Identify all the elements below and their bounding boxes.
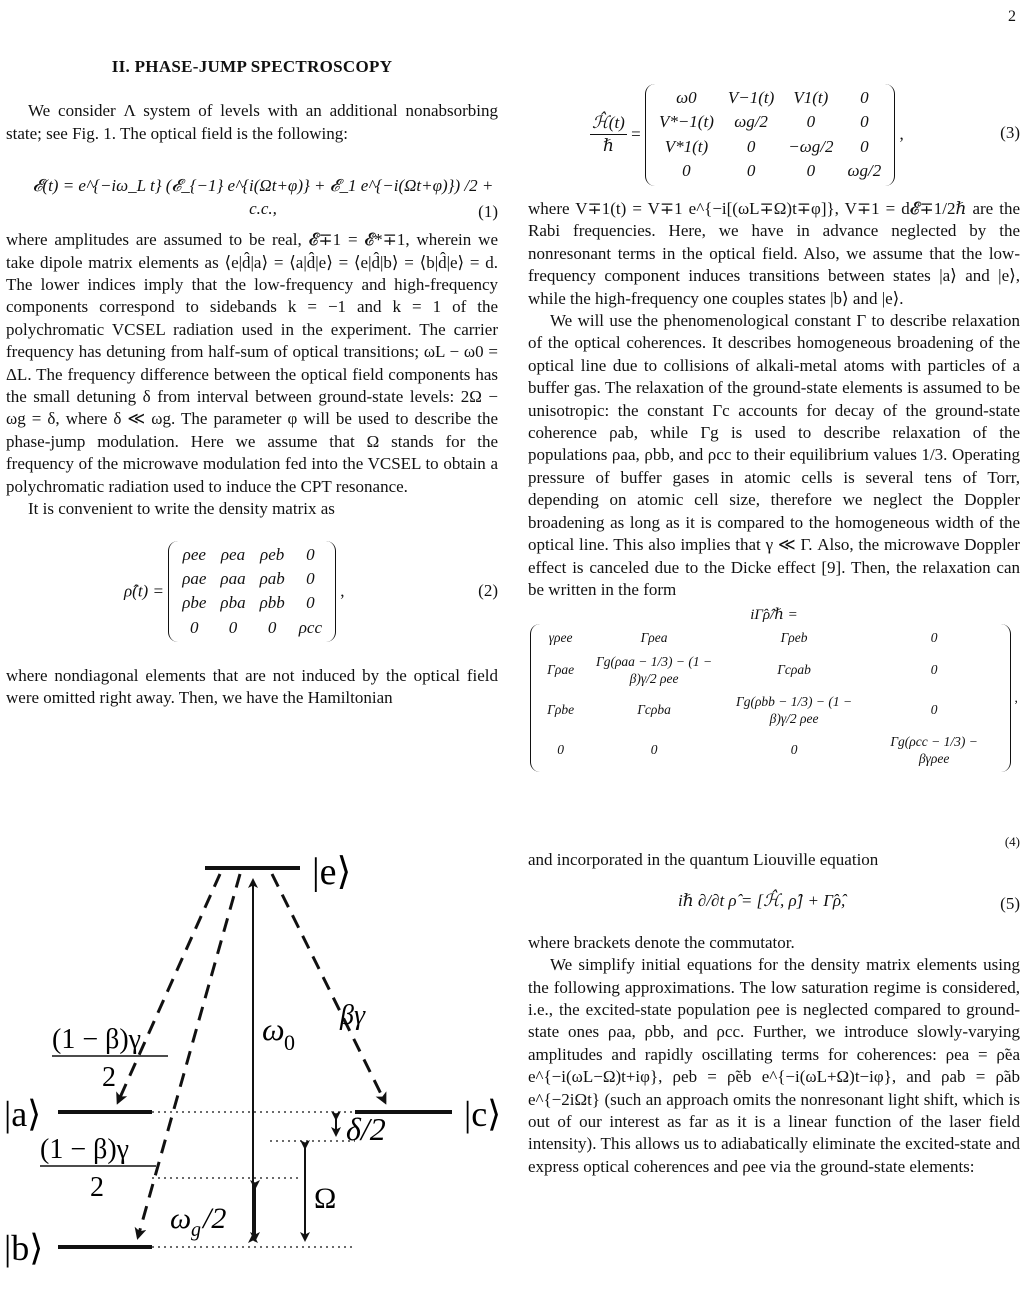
hamiltonian-matrix-row: [652, 135, 888, 159]
hamiltonian-fraction: [590, 112, 627, 158]
right-column: [528, 84, 1020, 1178]
hamiltonian-matrix-cell: 0: [682, 161, 691, 181]
density-matrix-row: [175, 543, 329, 567]
decay-label-2-numerator: (1 − β)γ: [40, 1134, 130, 1165]
Omega-label: Ω: [314, 1182, 337, 1215]
density-matrix-cell: 0: [228, 617, 238, 637]
hamiltonian-matrix-cell: ωg/2: [847, 161, 882, 181]
omega0-sub: 0: [284, 1030, 295, 1055]
right-paragraph-3: and incorporated in the quantum Liouville equation: [528, 850, 879, 870]
decay-arrow-e-to-c: [272, 874, 385, 1102]
density-matrix-row: [175, 616, 329, 640]
hamiltonian-matrix-cell: V1(t): [793, 88, 829, 107]
level-b-label: |b⟩: [4, 1228, 44, 1268]
equation-1: [6, 171, 498, 221]
density-matrix-cell: ρee: [182, 544, 206, 564]
relaxation-matrix-cell: Γρae: [547, 662, 575, 678]
relaxation-matrix-row: [537, 626, 1004, 650]
hamiltonian-matrix-row: [652, 86, 888, 110]
hamiltonian-matrix-cell: V−1(t): [727, 88, 775, 107]
density-matrix-table: [175, 543, 329, 641]
relaxation-matrix-cell: 0: [557, 742, 564, 758]
left-paragraph-4: where nondiagonal elements that are not induced by the optical field were omitted right away. Then, we have the Hamiltonian: [6, 665, 498, 707]
density-matrix-cell: 0: [306, 593, 315, 613]
hamiltonian-numerator: ℋ̂(t): [590, 112, 627, 135]
density-matrix-row: [175, 591, 329, 615]
equation-2-lhs: ρ̂(t) =: [124, 581, 164, 601]
relaxation-matrix-cell: 0: [790, 742, 798, 758]
hamiltonian-matrix-cell: 0: [860, 88, 869, 107]
hamiltonian-matrix-cell: 0: [806, 112, 816, 132]
hamiltonian-matrix-cell: V*1(t): [664, 136, 709, 156]
relaxation-matrix-row: [537, 650, 1004, 690]
relaxation-matrix-cell: Γg(ρaa − 1/3) − (1 − β)γ/2 ρee: [596, 654, 713, 687]
hamiltonian-matrix-cell: 0: [860, 112, 869, 132]
page-number: 2: [1008, 8, 1016, 25]
relaxation-matrix-cell: 0: [930, 662, 938, 678]
equation-5-number: (5): [1000, 894, 1020, 914]
relaxation-matrix-row: [537, 730, 1004, 770]
hamiltonian-matrix-cell: V*−1(t): [658, 112, 714, 132]
density-matrix-cell: 0: [306, 568, 315, 588]
section-title: II. PHASE-JUMP SPECTROSCOPY: [111, 57, 393, 76]
relaxation-matrix-cell: 0: [650, 742, 658, 758]
equation-1-text: 𝓔(t) = e^{−iω_L t} (𝓔_{−1} e^{i(Ωt+φ)} + 𝓔_1 e^{−i(Ωt+φ)}) /2 + c.c.,: [32, 176, 494, 218]
equation-2: ρ̂(t) = ρee ρea ρeb 0 ρae ρaa ρab 0 ρbe ρba ρbb 0 0 0 0 ρcc , (2): [6, 541, 498, 641]
density-matrix-cell: 0: [190, 617, 199, 637]
density-matrix-cell: ρab: [259, 568, 285, 588]
decay-arrow-e-to-a: [118, 874, 220, 1102]
hamiltonian-matrix-table: [652, 86, 888, 184]
omegag-label: ω: [170, 1202, 192, 1235]
level-a-label: |a⟩: [4, 1094, 42, 1134]
relaxation-matrix-cell: Γg(ρcc − 1/3) − βγρee: [890, 734, 978, 767]
density-matrix-cell: ρbe: [182, 593, 207, 613]
density-matrix-cell: ρbb: [259, 593, 285, 613]
relaxation-matrix-cell: Γρeb: [780, 630, 808, 646]
left-column: [6, 40, 498, 709]
equation-4: iΓ̂ρ̂/ℏ = γρee Γρea Γρeb 0 Γρae Γg(ρaa − 1/3) − (1 − β)γ/2 ρee Γcρab 0 Γρbe Γcρba Γg(ρbb − 1/3) − (1 − β)γ/2 ρee 0 0 0 0 Γg(ρcc − 1/3) − βγρee , (4): [528, 605, 1020, 847]
hamiltonian-matrix-cell: ωg/2: [734, 112, 768, 132]
omegag-sub: g: [191, 1219, 201, 1241]
relaxation-matrix-row: [537, 690, 1004, 730]
equation-4-lhs: iΓ̂ρ̂/ℏ =: [750, 607, 798, 624]
right-paragraph-4: where brackets denote the commutator.: [528, 932, 795, 952]
hamiltonian-matrix: [645, 84, 895, 186]
hamiltonian-matrix-cell: 0: [806, 161, 816, 181]
left-paragraph-3: It is convenient to write the density matrix as: [28, 499, 335, 519]
hamiltonian-matrix-row: [652, 159, 888, 183]
density-matrix-cell: ρcc: [298, 617, 323, 637]
relaxation-matrix-cell: Γcρba: [637, 702, 671, 718]
delta-label: δ/2: [346, 1111, 386, 1147]
decay-label-denominator: 2: [102, 1062, 116, 1093]
density-matrix-row: [175, 567, 329, 591]
relaxation-matrix: [530, 624, 1011, 772]
density-matrix-cell: ρaa: [220, 568, 246, 588]
equation-5-text: iℏ ∂/∂t ρ̂ = [ℋ̂, ρ̂] + Γ̂ρ̂,: [678, 890, 846, 910]
equation-3-number: (3): [1000, 122, 1020, 142]
level-diagram: [0, 840, 515, 1298]
decay-label-numerator: (1 − β)γ: [52, 1024, 142, 1055]
left-paragraph-1: We consider Λ system of levels with an additional nonabsorbing state; see Fig. 1. The optical field is the following:: [6, 101, 498, 143]
relaxation-matrix-cell: Γg(ρbb − 1/3) − (1 − β)γ/2 ρee: [736, 694, 853, 727]
hamiltonian-matrix-cell: 0: [860, 136, 869, 156]
relaxation-matrix-cell: 0: [930, 630, 938, 646]
equation-2-number: (2): [478, 581, 498, 601]
right-paragraph-5: We simplify initial equations for the density matrix elements using the following approximations. The low saturation regime is considered, i.e., the excited-state population ρee is neglected compared to ground-state ones ρaa, ρbb, and ρcc. Further, we introduce slowly-varying amplitudes and rapidly oscillating terms for coherences: ρea = ρ̃ea e^{−i(ωL−Ω)t+iφ}, ρeb = ρ̃eb e^{−i(ωL+Ω)t−iφ}, and ρab = ρ̃ab e^{−2iΩt} (such an approach omits the nonresonant light shift, which is out of our interest as far as it is a linear function of the laser field intensity). This allows us to adiabatically eliminate the excited-state and express optical coherences and ρee via the ground-state elements:: [528, 955, 1020, 1176]
level-e-label: |e⟩: [312, 851, 352, 893]
density-matrix-cell: ρba: [220, 593, 246, 613]
right-paragraph-2: We will use the phenomenological constant Γ to describe relaxation of the optical coherences. It describes homogeneous broadening of the optical line due to collisions of alkali-metal atoms with particles of a buffer gas. The relaxation of the ground-state elements is assumed to be unisotropic: the constant Γc accounts for decay of the ground-state coherence ρab, while Γg is used to describe relaxation of the populations ρaa, ρbb, and ρcc to their equilibrium values 1/3. Operating pressure of buffer gases in atomic cells is several tens of Torr, depending on atomic cell size, therefore we neglect the Doppler broadening as long as it is compared to the homogeneous width of the optical line. This also implies that γ ≪ Γ. Also, the microwave Doppler effect is canceled due to the Dicke effect [9]. Then, the relaxation can be written in the form: [528, 311, 1020, 599]
density-matrix-cell: ρea: [220, 544, 246, 564]
density-matrix-cell: 0: [306, 544, 315, 564]
level-c-label: |c⟩: [464, 1094, 502, 1134]
beta-gamma-label: βγ: [340, 1000, 365, 1031]
density-matrix: [168, 541, 336, 643]
decay-label-2-denominator: 2: [90, 1172, 104, 1203]
right-paragraph-1: where V∓1(t) = V∓1 e^{−i[(ωL∓Ω)t∓φ]}, V∓1 = d𝓔∓1/2ℏ are the Rabi frequencies. Here, we have in advance neglected by the nonresonant terms in the optical field. Also, we assume that the low-frequency component induces transitions between states |a⟩ and |e⟩, while the high-frequency one couples states |b⟩ and |e⟩.: [528, 199, 1020, 308]
equation-3: $\frac{\text{ℋ̂(t)}}{\text{ℏ}}$ = ω0 V−1(t) V1(t) 0 V*−1(t) ωg/2 0 0 V*1(t) 0 −ωg/2 0 0 0 0 ωg/2 , (3): [528, 84, 1020, 180]
density-matrix-cell: 0: [267, 617, 277, 637]
hamiltonian-matrix-cell: 0: [746, 161, 756, 181]
relaxation-matrix-cell: 0: [930, 702, 938, 718]
hamiltonian-matrix-row: [652, 110, 888, 134]
equation-4-number: (4): [1004, 834, 1020, 850]
hamiltonian-matrix-cell: −ωg/2: [788, 136, 834, 156]
relaxation-matrix-cell: Γρea: [640, 630, 668, 646]
omegag-rest: /2: [203, 1202, 227, 1235]
relaxation-matrix-cell: Γρbe: [547, 702, 575, 718]
density-matrix-cell: ρeb: [260, 544, 285, 564]
relaxation-matrix-cell: γρee: [548, 630, 573, 646]
hamiltonian-matrix-cell: ω0: [676, 88, 697, 107]
left-paragraph-2: where amplitudes are assumed to be real, 𝓔∓1 = 𝓔*∓1, wherein we take dipole matrix elements as ⟨e|d̂|a⟩ = ⟨a|d̂|e⟩ = ⟨e|d̂|b⟩ = ⟨b|d̂|e⟩ = d. The lower indices imply that the low-frequency and high-frequency components correspond to sidebands k = −1 and k = 1 of the polychromatic VCSEL radiation used in the experiment. The carrier frequency has detuning from half-sum of optical transitions; ωL − ω0 = ΔL. The frequency difference between the optical field components has the small detuning δ from interval between ground-state levels: 2Ω − ωg = δ, where δ ≪ ωg. The parameter φ will be used to describe the phase-jump modulation. Here we assume that Ω stands for the frequency of the microwave modulation fed into the VCSEL to obtain a polychromatic radiation used to induce the CPT resonance.: [6, 230, 498, 496]
omega0-label: ω: [262, 1011, 285, 1047]
relaxation-matrix-table: [537, 626, 1004, 770]
equation-5: [528, 886, 1020, 916]
density-matrix-cell: ρae: [182, 568, 207, 588]
hamiltonian-denominator: ℏ: [602, 136, 614, 156]
relaxation-matrix-cell: Γcρab: [777, 662, 811, 678]
equation-1-number: (1): [478, 201, 498, 221]
hamiltonian-matrix-cell: 0: [746, 136, 756, 156]
